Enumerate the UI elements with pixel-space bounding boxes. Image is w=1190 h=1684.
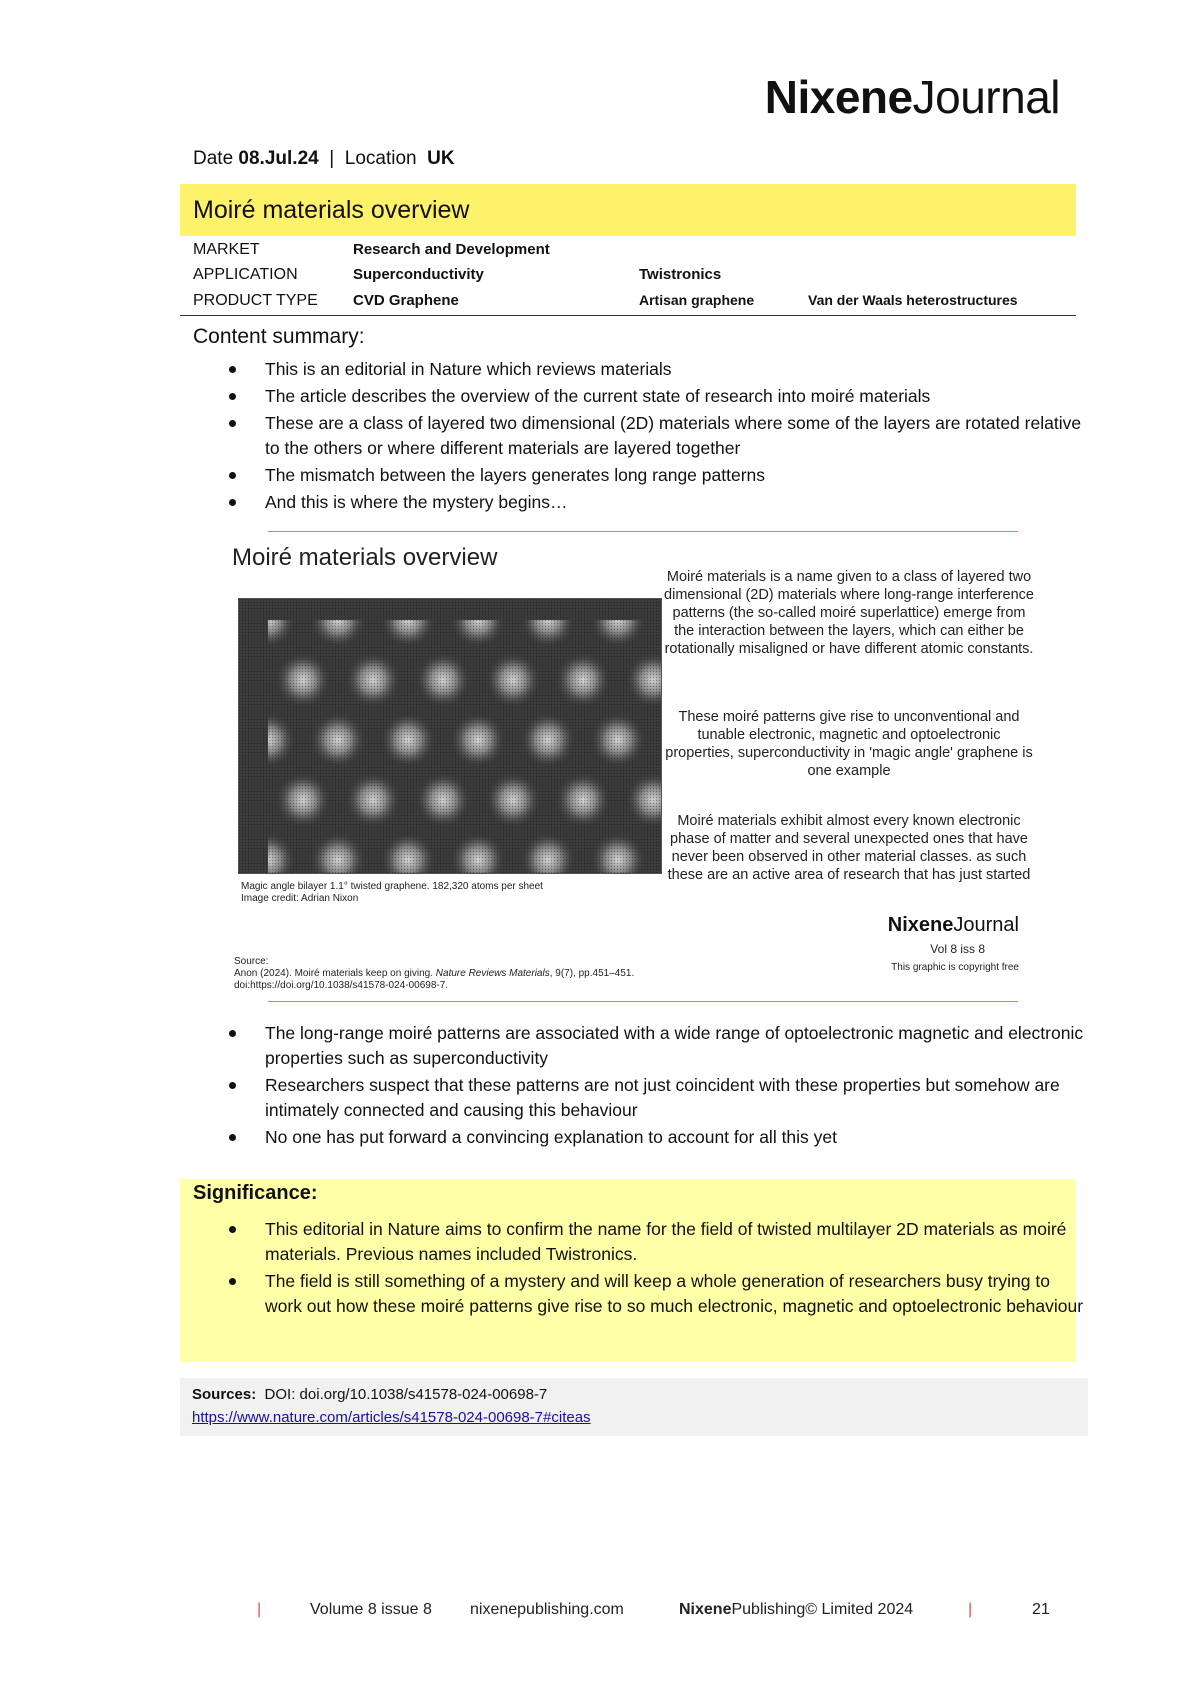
figure-caption: [241, 881, 543, 905]
figure-paragraph-1: Moiré materials is a name given to a class of layered two dimensional (2D) materials where long-range interference patterns (the so-called moiré superlattice) emerge from the interaction between the layers, which can either be rotationally misaligned or have different atomic constants.: [664, 569, 1034, 657]
bullet-icon: [229, 393, 236, 400]
sources-label: Sources:: [192, 1386, 257, 1403]
significance-list: [229, 1217, 1089, 1321]
figure-paragraph-3: Moiré materials exhibit almost every known electronic phase of matter and several unexpected ones that have never been observed in other material classes. as such these are an active area of research that has just started: [667, 813, 1031, 883]
figure-title: Moiré materials overview: [232, 544, 498, 571]
figure-caption-line2: Image credit: Adrian Nixon: [241, 893, 359, 904]
content-summary-heading: Content summary:: [193, 325, 365, 348]
footer-publisher: NixenePublishing© Limited 2024: [679, 1601, 914, 1618]
content-summary-list: [229, 357, 1089, 517]
list-item: The article describes the overview of the current state of research into moiré materials: [229, 384, 1089, 409]
list-item: And this is where the mystery begins…: [229, 490, 1089, 515]
sources-doi-line: [192, 1386, 547, 1403]
list-item: No one has put forward a convincing explanation to account for all this yet: [229, 1125, 1089, 1150]
figure-volume: Vol 8 iss 8: [930, 942, 985, 956]
application-value-2: Twistronics: [639, 266, 722, 283]
title-band: [180, 184, 1076, 236]
figure-source-doi: doi:https://doi.org/10.1038/s41578-024-00698-7.: [234, 980, 449, 991]
product-type-value-3: Van der Waals heterostructures: [808, 292, 1018, 308]
bullet-icon: [229, 420, 236, 427]
footer-separator-left: |: [257, 1601, 262, 1618]
date-value: 08.Jul.24: [238, 148, 319, 169]
figure-bottom-rule: [268, 1001, 1018, 1002]
location-label: Location: [344, 148, 417, 169]
product-type-value-2: Artisan graphene: [639, 292, 755, 308]
figure-top-rule: [268, 531, 1018, 532]
journal-masthead: [765, 70, 1060, 124]
dateline-separator: |: [329, 148, 335, 169]
bullet-icon: [229, 1082, 236, 1089]
figure-logo-bold: Nixene: [887, 914, 954, 936]
page-number: 21: [1032, 1601, 1050, 1618]
sources-box: [180, 1378, 1088, 1436]
list-item: The long-range moiré patterns are associated with a wide range of optoelectronic magnetic and electronic properties such as superconductivity: [229, 1021, 1089, 1071]
figure-paragraph-2: These moiré patterns give rise to unconventional and tunable electronic, magnetic and optoelectronic properties, superconductivity in 'magic angle' graphene is one example: [665, 709, 1033, 779]
bullet-icon: [229, 1226, 236, 1233]
footer-separator-right: |: [968, 1601, 973, 1618]
bullet-icon: [229, 366, 236, 373]
bullet-icon: [229, 1278, 236, 1285]
list-item: This is an editorial in Nature which reviews materials: [229, 357, 1089, 382]
list-item: The mismatch between the layers generates long range patterns: [229, 463, 1089, 488]
meta-table: [180, 240, 1076, 316]
figure-copyright: This graphic is copyright free: [891, 962, 1019, 973]
footer-volume: Volume 8 issue 8: [310, 1601, 432, 1618]
bullet-icon: [229, 499, 236, 506]
content-summary-list-2: [229, 1021, 1089, 1152]
masthead-brand-bold: Nixene: [764, 71, 913, 123]
sources-doi: DOI: doi.org/10.1038/s41578-024-00698-7: [264, 1386, 548, 1403]
product-type-label: PRODUCT TYPE: [193, 292, 318, 309]
location-value: UK: [427, 148, 455, 169]
dateline: [193, 148, 455, 170]
figure-source-citation: Anon (2024). Moiré materials keep on giving. Nature Reviews Materials, 9(7), pp.451–451.: [234, 968, 635, 979]
application-label: APPLICATION: [193, 266, 298, 283]
list-item: Researchers suspect that these patterns are not just coincident with these properties but somehow are intimately connected and causing this behaviour: [229, 1073, 1089, 1123]
list-item: This editorial in Nature aims to confirm the name for the field of twisted multilayer 2D materials as moiré materials. Previous names included Twistronics.: [229, 1217, 1089, 1267]
figure-source: [234, 956, 634, 992]
product-type-value: CVD Graphene: [353, 292, 459, 309]
moire-pattern-image: [238, 598, 662, 874]
significance-heading: Significance:: [193, 1182, 318, 1204]
figure-caption-line1: Magic angle bilayer 1.1° twisted graphene. 182,320 atoms per sheet: [241, 881, 543, 892]
masthead-brand-light: Journal: [912, 71, 1060, 123]
market-label: MARKET: [193, 241, 260, 258]
sources-link[interactable]: https://www.nature.com/articles/s41578-024-00698-7#citeas: [192, 1409, 591, 1426]
date-label: Date: [193, 148, 234, 169]
figure-logo-light: Journal: [953, 914, 1019, 936]
figure-logo: [888, 914, 1019, 937]
bullet-icon: [229, 472, 236, 479]
application-value: Superconductivity: [353, 266, 484, 283]
bullet-icon: [229, 1030, 236, 1037]
bullet-icon: [229, 1134, 236, 1141]
page-title: Moiré materials overview: [193, 196, 470, 224]
figure-source-label: Source:: [234, 956, 269, 967]
list-item: These are a class of layered two dimensional (2D) materials where some of the layers are rotated relative to the others or where different materials are layered together: [229, 411, 1089, 461]
footer-site: nixenepublishing.com: [470, 1601, 624, 1618]
market-value: Research and Development: [353, 241, 550, 258]
list-item: The field is still something of a mystery and will keep a whole generation of researchers busy trying to work out how these moiré patterns give rise to so much electronic, magnetic and optoelectronic behaviour: [229, 1269, 1089, 1319]
